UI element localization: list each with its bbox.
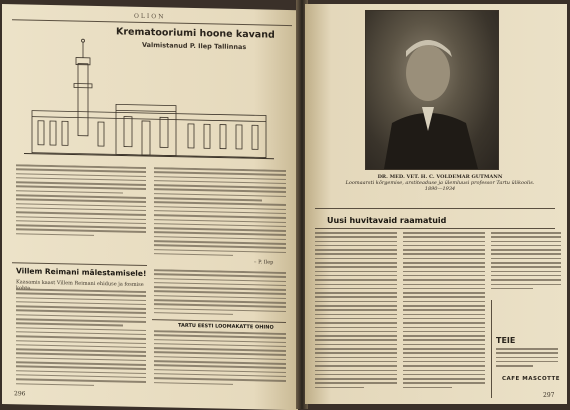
right-page: [305, 4, 567, 404]
article1-body-col2: [154, 167, 286, 266]
ad-cafe-name: CAFE MASCOTTE: [502, 376, 561, 382]
article2-subtitle: Kaasamis kaast Villem Reimani ehiduse ja fosmise: [16, 279, 144, 288]
article3-body: [154, 330, 286, 393]
banner-rule-bottom: [315, 228, 555, 229]
ad-body: [496, 348, 558, 372]
article1-signature: – P. Ilep: [254, 259, 274, 266]
section-rule: [12, 262, 147, 266]
cafe-advertisement: [491, 300, 562, 398]
article2-body-col2: [154, 269, 286, 322]
article1-title: Krematooriumi hoone kavand: [116, 26, 275, 41]
portrait-name: DR. MED. VET. H. C. VOLDEMAR GUTMANN: [377, 174, 503, 180]
banner-rule-top: [315, 208, 555, 209]
article3-title: TARTU EESTI LOOMAKATTE OHINO: [178, 322, 274, 331]
portrait-photo: [365, 10, 499, 170]
article1-subtitle: Valmistanud P. Ilep Tallinnas: [142, 40, 247, 52]
article2-body: [16, 288, 146, 391]
portrait-caption: [345, 174, 535, 192]
article2-title: Villem Reimani mälestamisele!: [16, 266, 147, 279]
article1-body-col1: [16, 164, 146, 245]
left-page-header: OLION: [134, 12, 166, 21]
ad-teie: TEIE: [496, 336, 516, 345]
books-banner-title: Uusi huvitavaid raamatuid: [327, 216, 447, 225]
left-page: [2, 4, 298, 410]
books-body-col1: [315, 232, 397, 396]
books-body-col2: [403, 232, 485, 396]
portrait-detail: Loomaarsti kõrgemise, arstiteaduse ja ülemluusi professor Tartu ülikoolis. 1890—1934: [345, 180, 535, 192]
right-page-number: 297: [543, 392, 555, 399]
portrait-figure: [366, 11, 498, 169]
left-page-number: 296: [14, 390, 26, 398]
books-body-col3: [491, 232, 561, 296]
